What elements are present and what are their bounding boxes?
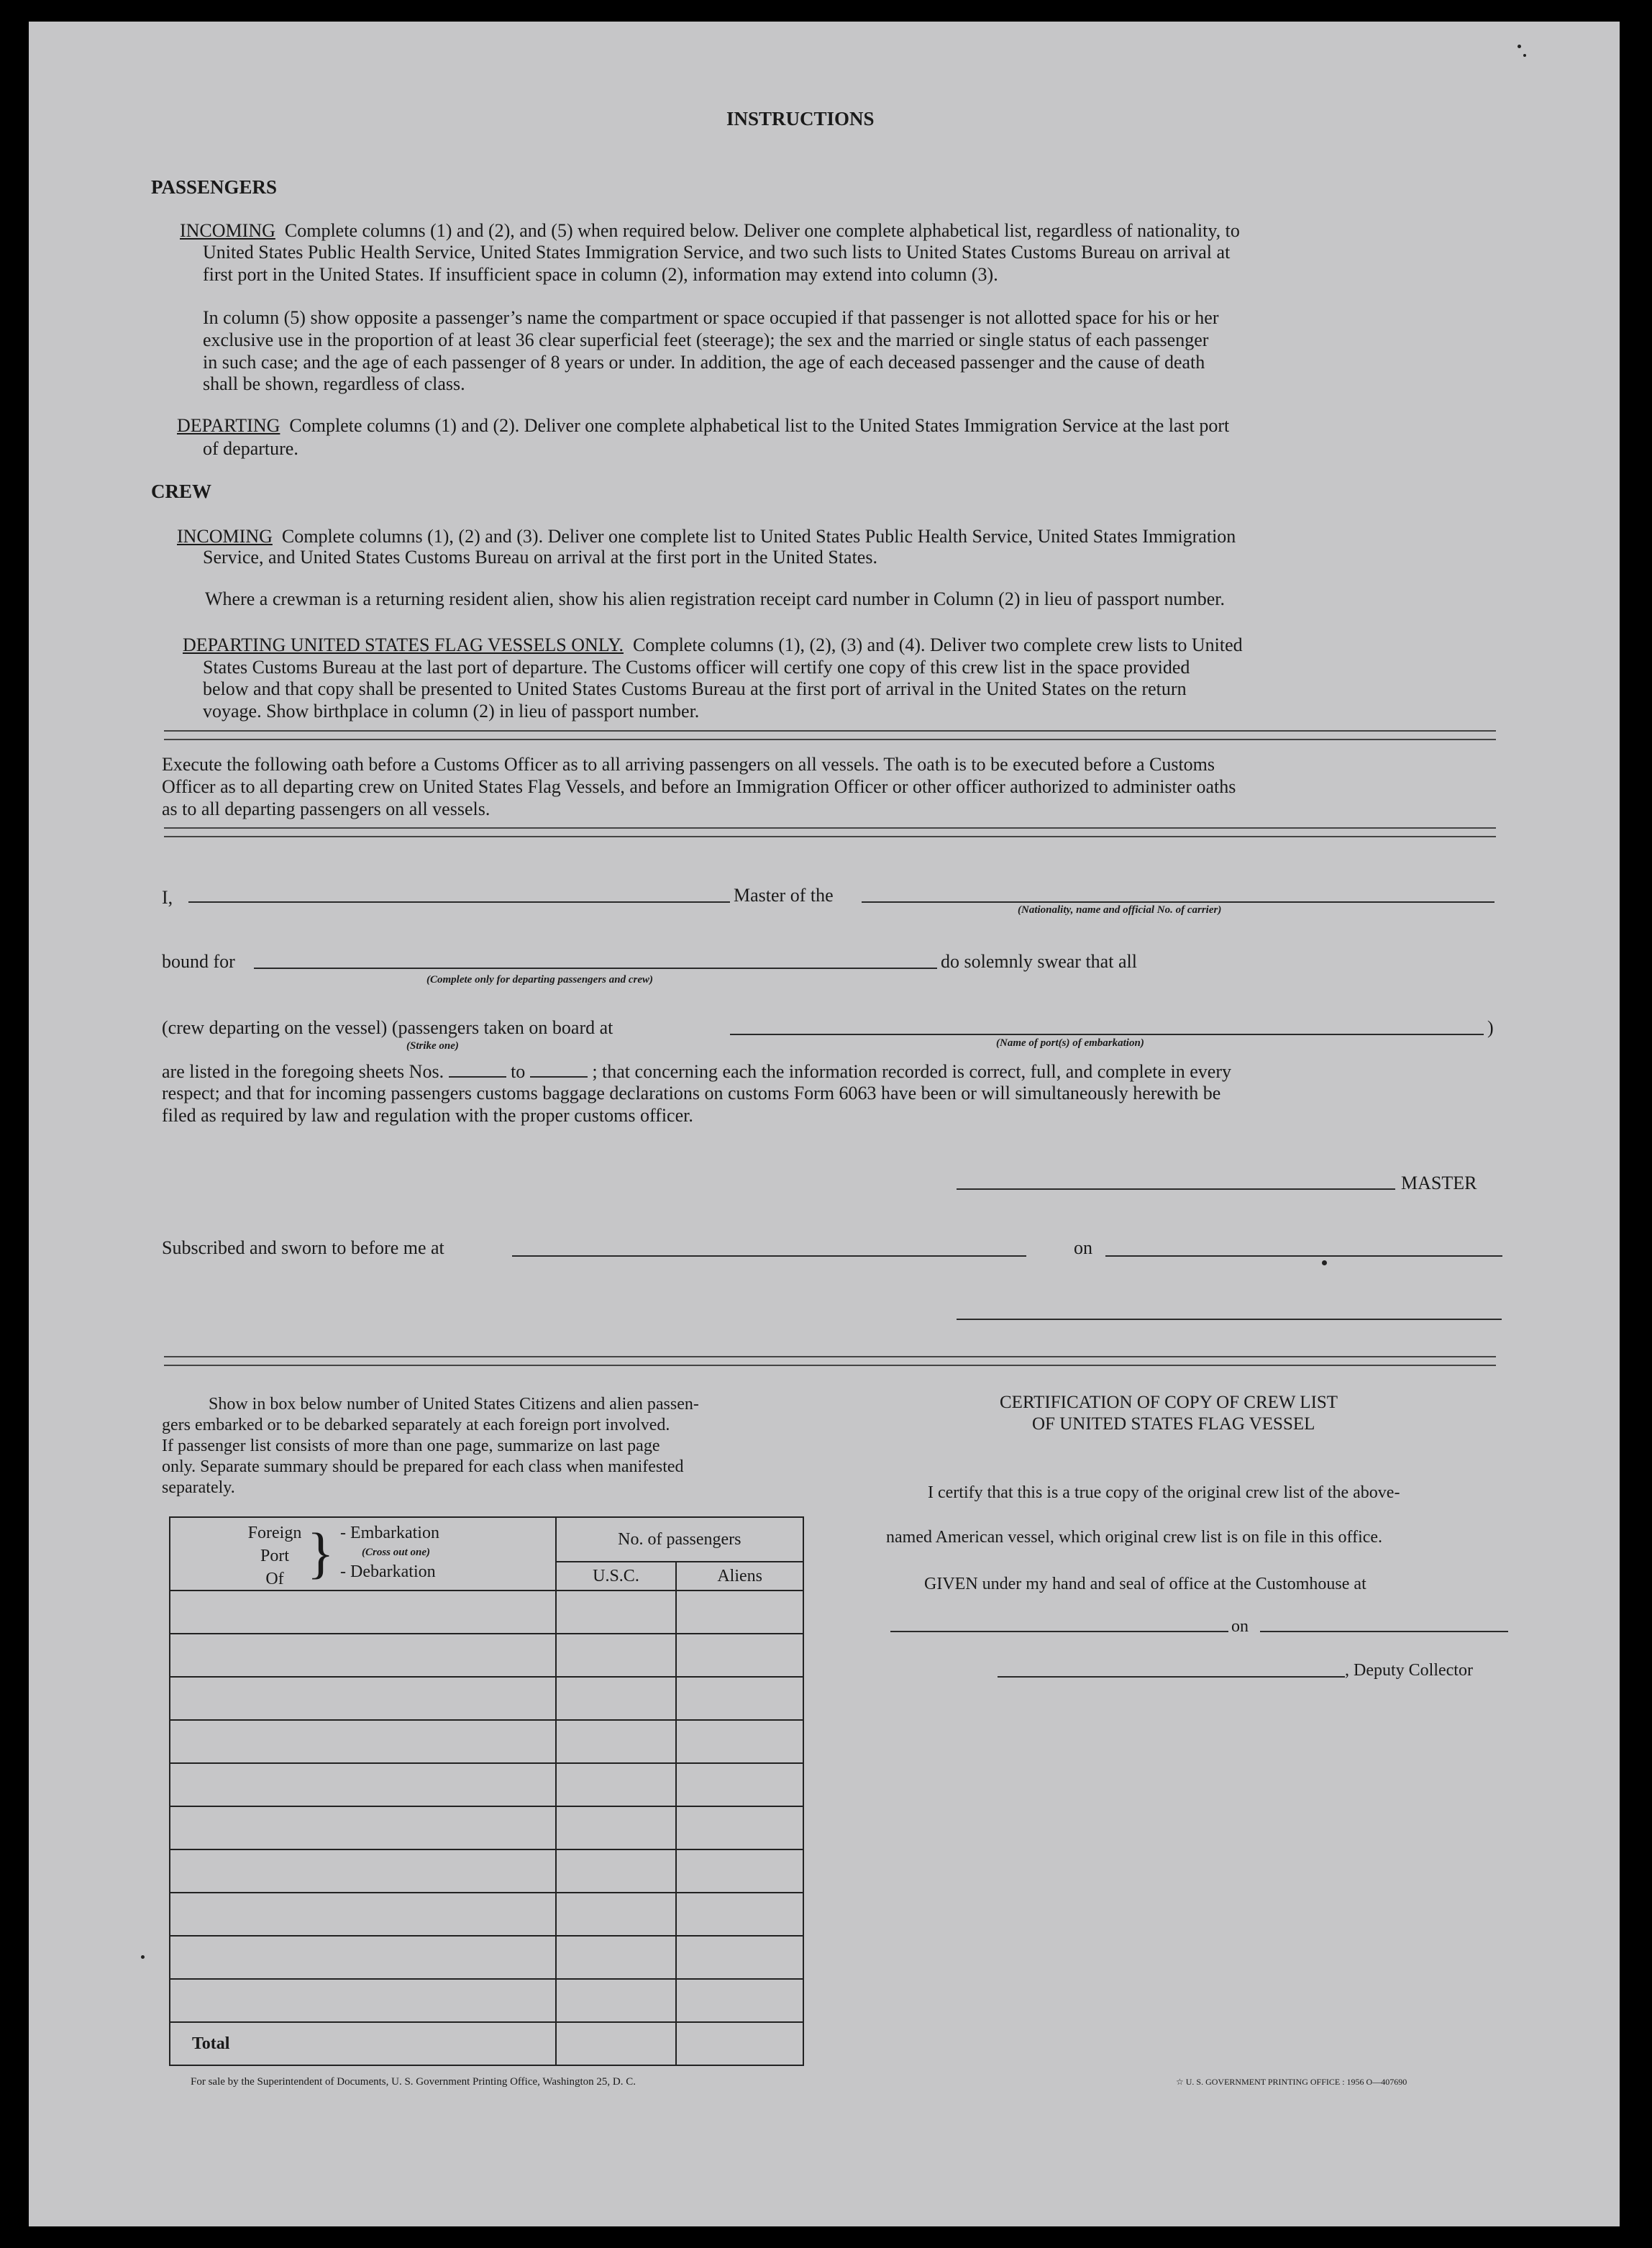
port-cell[interactable] (170, 1763, 556, 1806)
deputy-signature-line[interactable] (998, 1676, 1345, 1678)
certification-title-2: OF UNITED STATES FLAG VESSEL (1032, 1414, 1315, 1434)
sheet-from-field[interactable] (449, 1062, 506, 1078)
subscribed-on-label: on (1074, 1237, 1092, 1258)
embarkation-ports-line[interactable] (730, 1034, 1484, 1035)
page-title: INSTRUCTIONS (726, 108, 875, 129)
bound-for-line[interactable] (254, 968, 937, 969)
port-cell[interactable] (170, 1720, 556, 1763)
usc-cell[interactable] (556, 1849, 677, 1893)
footer-left: For sale by the Superintendent of Documents, U. S. Government Printing Office, Washington 25, D. C. (191, 2076, 636, 2088)
sheet-to-field[interactable] (530, 1062, 588, 1078)
total-label: Total (170, 2022, 556, 2065)
debarkation-label: - Debarkation (340, 1562, 436, 1581)
embarkation-label: - Embarkation (340, 1524, 439, 1542)
subscribed-date-line[interactable] (1105, 1255, 1502, 1257)
foreign-label: Foreign (247, 1524, 302, 1542)
carrier-line[interactable] (862, 901, 1494, 903)
master-signature-line[interactable] (957, 1188, 1395, 1190)
crew-incoming-text: Complete columns (1), (2) and (3). Deliver one complete list to United States Public Health Service, United States Immigration (281, 526, 1236, 547)
certification-line-1: I certify that this is a true copy of the original crew list of the above- (928, 1483, 1400, 1502)
subscribed-place-line[interactable] (512, 1255, 1026, 1257)
listed-line (162, 1061, 1231, 1083)
bound-for-label: bound for (162, 951, 235, 972)
port-cell[interactable] (170, 1979, 556, 2022)
certification-on-label: on (1231, 1617, 1249, 1636)
port-cell[interactable] (170, 1591, 556, 1634)
passengers-incoming-label: INCOMING (180, 220, 275, 241)
certification-line-2: named American vessel, which original crew list is on file in this office. (886, 1528, 1383, 1547)
certification-date-line[interactable] (1260, 1631, 1508, 1632)
swear-text: do solemnly swear that all (941, 951, 1137, 972)
listed-rest-text: ; that concerning each the information recorded is correct, full, and complete in every (592, 1061, 1231, 1082)
table-row (170, 1806, 803, 1849)
aliens-cell[interactable] (676, 1849, 803, 1893)
table-row (170, 1936, 803, 1979)
usc-cell[interactable] (556, 1634, 677, 1677)
summary-note-line-4: only. Separate summary should be prepared for each class when manifested (162, 1457, 684, 1476)
master-of-the-label: Master of the (734, 885, 834, 906)
table-row (170, 1763, 803, 1806)
column5-line-2: exclusive use in the proportion of at least 36 clear superficial feet (steerage); the sex and the married or single status of each passenger (203, 329, 1209, 350)
customhouse-line[interactable] (890, 1631, 1228, 1632)
usc-cell[interactable] (556, 1720, 677, 1763)
port-cell[interactable] (170, 1893, 556, 1936)
port-cell[interactable] (170, 1806, 556, 1849)
brace-icon: } (307, 1521, 334, 1584)
passengers-departing-text: Complete columns (1) and (2). Deliver one complete alphabetical list to the United States Immigration Service at the last port (289, 415, 1230, 436)
column5-line-3: in such case; and the age of each passenger of 8 years or under. In addition, the age of each deceased passenger and the cause of death (203, 352, 1205, 373)
passengers-heading: PASSENGERS (151, 176, 278, 198)
table-row (170, 1849, 803, 1893)
usc-cell[interactable] (556, 1806, 677, 1849)
aliens-cell[interactable] (676, 1979, 803, 2022)
passengers-departing-label: DEPARTING (177, 415, 280, 436)
summary-note-line-5: separately. (162, 1478, 235, 1497)
table-row (170, 1893, 803, 1936)
usc-cell[interactable] (556, 1893, 677, 1936)
passengers-incoming-text: Complete columns (1) and (2), and (5) when required below. Deliver one complete alphabetical list, regardless of nationality, to (284, 220, 1240, 241)
passengers-incoming-line-2: United States Public Health Service, United States Immigration Service, and two such lists to United States Customs Bureau on arrival at (203, 242, 1231, 263)
ports-caption: (Name of port(s) of embarkation) (996, 1037, 1144, 1049)
aliens-header: Aliens (676, 1562, 803, 1591)
column5-line-4: shall be shown, regardless of class. (203, 373, 465, 394)
passengers-departing-line-1 (177, 415, 1229, 437)
passengers-incoming-line-1 (180, 220, 1240, 242)
usc-cell[interactable] (556, 1763, 677, 1806)
usc-cell[interactable] (556, 1591, 677, 1634)
crew-alien-note: Where a crewman is a returning resident alien, show his alien registration receipt card number in Column (2) in lieu of passport number. (205, 588, 1226, 609)
oath-i: I, (162, 887, 173, 908)
port-label: Port (260, 1547, 289, 1565)
usc-cell[interactable] (556, 1979, 677, 2022)
aliens-cell[interactable] (676, 1763, 803, 1806)
crew-departing-text: Complete columns (1), (2), (3) and (4). Deliver two complete crew lists to United (633, 634, 1243, 655)
bound-for-caption: (Complete only for departing passengers and crew) (426, 974, 653, 986)
table-row (170, 1677, 803, 1720)
port-cell[interactable] (170, 1936, 556, 1979)
aliens-cell[interactable] (676, 1893, 803, 1936)
certification-title-1: CERTIFICATION OF COPY OF CREW LIST (1000, 1393, 1338, 1412)
crew-incoming-line-1 (177, 526, 1236, 547)
crew-departing-label: DEPARTING UNITED STATES FLAG VESSELS ONLY. (183, 634, 624, 655)
ink-dot (1322, 1260, 1327, 1265)
footer-right: ☆ U. S. GOVERNMENT PRINTING OFFICE : 1956 O—407690 (1176, 2077, 1407, 2087)
usc-header: U.S.C. (556, 1562, 677, 1591)
carrier-caption: (Nationality, name and official No. of carrier) (1018, 904, 1222, 916)
port-cell[interactable] (170, 1849, 556, 1893)
total-aliens-cell[interactable] (676, 2022, 803, 2065)
summary-note-line-3: If passenger list consists of more than one page, summarize on last page (162, 1437, 660, 1455)
crew-departing-line-2: States Customs Bureau at the last port of departure. The Customs officer will certify one copy of this crew list in the space provided (203, 657, 1190, 678)
strike-one-caption: (Strike one) (406, 1040, 459, 1052)
column5-line-1: In column (5) show opposite a passenger’s name the compartment or space occupied if that passenger is not allotted space for his or her (203, 307, 1219, 328)
aliens-cell[interactable] (676, 1936, 803, 1979)
table-row (170, 1634, 803, 1677)
port-cell[interactable] (170, 1634, 556, 1677)
passenger-summary-table (169, 1516, 804, 2066)
aliens-cell[interactable] (676, 1677, 803, 1720)
close-paren: ) (1487, 1017, 1494, 1038)
oath-line-2: respect; and that for incoming passengers customs baggage declarations on customs Form 6063 have been or will simultaneously herewith be (162, 1083, 1221, 1103)
section-divider (164, 730, 1496, 740)
crew-departing-line-4: voyage. Show birthplace in column (2) in lieu of passport number. (203, 701, 700, 722)
listed-text: are listed in the foregoing sheets Nos. (162, 1061, 444, 1082)
crew-departing-line-1 (183, 634, 1243, 656)
crew-passengers-text: (crew departing on the vessel) (passengers taken on board at (162, 1017, 613, 1038)
to-text: to (511, 1061, 526, 1082)
section-divider (164, 827, 1496, 837)
usc-cell[interactable] (556, 1936, 677, 1979)
port-cell[interactable] (170, 1677, 556, 1720)
officer-signature-line[interactable] (957, 1319, 1502, 1320)
table-row (170, 1591, 803, 1634)
summary-note-line-2: gers embarked or to be debarked separately at each foreign port involved. (162, 1416, 670, 1434)
of-label: Of (265, 1570, 284, 1588)
oath-instruction-line-3: as to all departing passengers on all vessels. (162, 798, 490, 819)
total-usc-cell[interactable] (556, 2022, 677, 2065)
oath-instruction-line-2: Officer as to all departing crew on United States Flag Vessels, and before an Immigration Officer or other officer authorized to administer oaths (162, 776, 1236, 797)
crew-incoming-label: INCOMING (177, 526, 273, 547)
master-label: MASTER (1401, 1173, 1477, 1193)
foreign-port-header (170, 1517, 556, 1591)
master-name-line[interactable] (188, 901, 730, 903)
speck (1518, 45, 1521, 48)
deputy-collector-label: , Deputy Collector (1345, 1661, 1473, 1680)
passengers-departing-line-2: of departure. (203, 438, 298, 459)
crew-incoming-line-2: Service, and United States Customs Bureau on arrival at the first port in the United States. (203, 547, 877, 568)
aliens-cell[interactable] (676, 1720, 803, 1763)
speck (1523, 54, 1526, 57)
summary-note-line-1: Show in box below number of United States Citizens and alien passen- (209, 1395, 699, 1414)
subscribed-label: Subscribed and sworn to before me at (162, 1237, 444, 1258)
oath-line-3: filed as required by law and regulation with the proper customs officer. (162, 1105, 693, 1126)
table-header-row (170, 1517, 803, 1562)
cross-out-caption: (Cross out one) (362, 1547, 431, 1558)
total-row (170, 2022, 803, 2065)
usc-cell[interactable] (556, 1677, 677, 1720)
section-divider (164, 1356, 1496, 1366)
certification-line-3: GIVEN under my hand and seal of office at the Customhouse at (924, 1575, 1366, 1593)
table-row (170, 1720, 803, 1763)
crew-heading: CREW (151, 481, 212, 502)
table-row (170, 1979, 803, 2022)
oath-instruction-line-1: Execute the following oath before a Customs Officer as to all arriving passengers on all vessels. The oath is to be executed before a Customs (162, 754, 1215, 775)
passengers-incoming-line-3: first port in the United States. If insufficient space in column (2), information may extend into column (3). (203, 264, 998, 285)
aliens-cell[interactable] (676, 1806, 803, 1849)
speck (141, 1955, 145, 1959)
aliens-cell[interactable] (676, 1634, 803, 1677)
no-passengers-header: No. of passengers (556, 1517, 803, 1562)
aliens-cell[interactable] (676, 1591, 803, 1634)
crew-departing-line-3: below and that copy shall be presented to United States Customs Bureau at the first port of arrival in the United States on the return (203, 678, 1187, 699)
